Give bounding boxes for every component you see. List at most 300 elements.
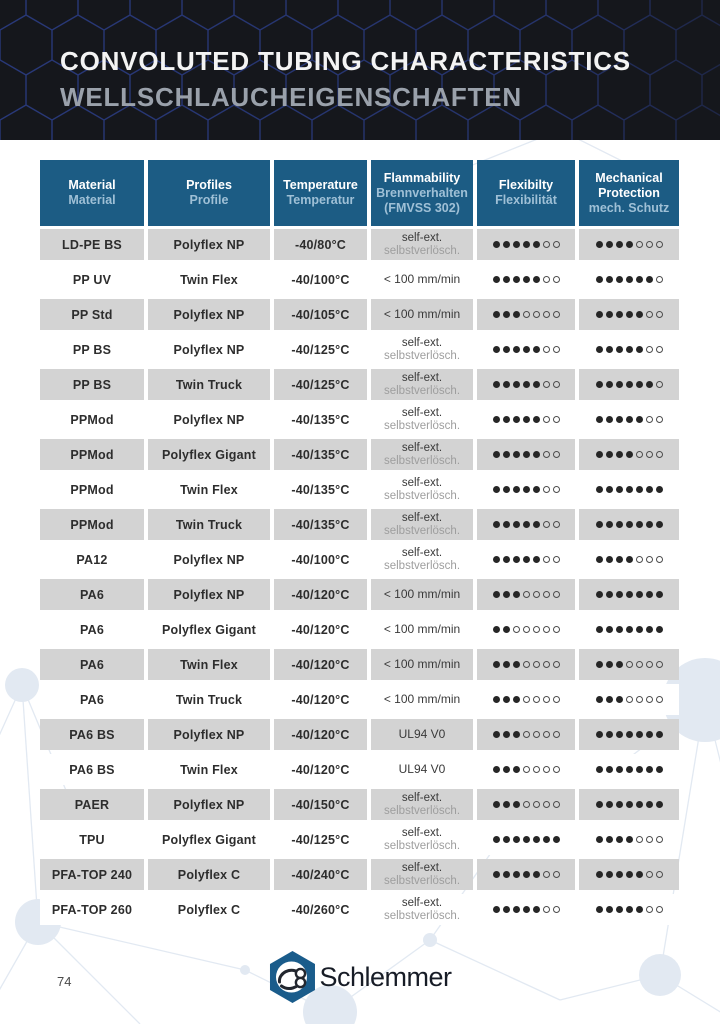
mechanical-protection-rating-cell [579, 474, 679, 505]
filled-dot-icon [656, 486, 663, 493]
mechanical-protection-rating-cell [579, 649, 679, 680]
empty-dot-icon [543, 381, 550, 388]
filled-dot-icon [493, 276, 500, 283]
flammability-cell [371, 579, 473, 610]
table-row [40, 299, 680, 330]
filled-dot-icon [596, 521, 603, 528]
flammability-value: < 100 mm/min [383, 692, 461, 707]
filled-dot-icon [606, 486, 613, 493]
filled-dot-icon [616, 696, 623, 703]
column-header-en: Material [68, 178, 116, 192]
filled-dot-icon [523, 871, 530, 878]
filled-dot-icon [503, 836, 510, 843]
filled-dot-icon [596, 591, 603, 598]
empty-dot-icon [646, 241, 653, 248]
flammability-de: selbstverlösch. [383, 804, 461, 817]
filled-dot-icon [636, 626, 643, 633]
table-header-row [40, 160, 680, 226]
empty-dot-icon [523, 591, 530, 598]
filled-dot-icon [493, 836, 500, 843]
temperature-cell: -40/150°C [274, 789, 367, 820]
filled-dot-icon [523, 836, 530, 843]
flammability-cell [371, 824, 473, 855]
filled-dot-icon [636, 521, 643, 528]
empty-dot-icon [656, 451, 663, 458]
empty-dot-icon [656, 416, 663, 423]
rating-dots [491, 626, 561, 633]
empty-dot-icon [553, 906, 560, 913]
column-header-flexibility [477, 160, 575, 226]
empty-dot-icon [523, 731, 530, 738]
rating-dots [594, 871, 664, 878]
rating-dots [491, 556, 561, 563]
filled-dot-icon [606, 416, 613, 423]
empty-dot-icon [533, 696, 540, 703]
temperature-cell: -40/125°C [274, 334, 367, 365]
flammability-en: self-ext. [401, 371, 443, 384]
empty-dot-icon [533, 766, 540, 773]
table-row [40, 754, 680, 785]
filled-dot-icon [616, 416, 623, 423]
rating-dots [594, 696, 664, 703]
table-row [40, 684, 680, 715]
empty-dot-icon [523, 626, 530, 633]
filled-dot-icon [513, 836, 520, 843]
empty-dot-icon [543, 766, 550, 773]
filled-dot-icon [646, 276, 653, 283]
filled-dot-icon [493, 696, 500, 703]
filled-dot-icon [513, 906, 520, 913]
rating-dots [491, 766, 561, 773]
mechanical-protection-rating-cell [579, 614, 679, 645]
material-cell: PPMod [40, 404, 144, 435]
column-header-en: Mechanical Protection [595, 170, 663, 200]
filled-dot-icon [626, 276, 633, 283]
profile-cell: Polyflex NP [148, 229, 270, 260]
filled-dot-icon [596, 416, 603, 423]
empty-dot-icon [543, 871, 550, 878]
rating-dots [594, 521, 664, 528]
flammability-de: selbstverlösch. [383, 874, 461, 887]
filled-dot-icon [626, 486, 633, 493]
schlemmer-logo-icon [268, 951, 316, 1003]
material-cell: PA6 [40, 684, 144, 715]
empty-dot-icon [636, 696, 643, 703]
material-cell: PA6 BS [40, 719, 144, 750]
filled-dot-icon [606, 871, 613, 878]
flammability-de: selbstverlösch. [383, 419, 461, 432]
filled-dot-icon [636, 346, 643, 353]
empty-dot-icon [543, 591, 550, 598]
flammability-value: UL94 V0 [398, 727, 446, 742]
filled-dot-icon [616, 801, 623, 808]
table-row [40, 824, 680, 855]
filled-dot-icon [626, 801, 633, 808]
filled-dot-icon [523, 416, 530, 423]
temperature-cell: -40/120°C [274, 614, 367, 645]
empty-dot-icon [636, 661, 643, 668]
table-row [40, 859, 680, 890]
table-row [40, 614, 680, 645]
filled-dot-icon [533, 346, 540, 353]
material-cell: PPMod [40, 439, 144, 470]
empty-dot-icon [656, 696, 663, 703]
mechanical-protection-rating-cell [579, 579, 679, 610]
profile-cell: Polyflex NP [148, 789, 270, 820]
profile-cell: Polyflex Gigant [148, 439, 270, 470]
material-cell: PA6 [40, 579, 144, 610]
flammability-cell [371, 334, 473, 365]
empty-dot-icon [523, 661, 530, 668]
material-cell: PP Std [40, 299, 144, 330]
filled-dot-icon [533, 241, 540, 248]
flexibility-rating-cell [477, 369, 575, 400]
filled-dot-icon [646, 486, 653, 493]
table-row [40, 579, 680, 610]
column-header-de: Brennverhalten [376, 185, 468, 200]
flexibility-rating-cell [477, 579, 575, 610]
temperature-cell: -40/135°C [274, 439, 367, 470]
flexibility-rating-cell [477, 824, 575, 855]
flammability-cell [371, 509, 473, 540]
empty-dot-icon [656, 346, 663, 353]
empty-dot-icon [543, 346, 550, 353]
temperature-cell: -40/120°C [274, 684, 367, 715]
material-cell: PA6 BS [40, 754, 144, 785]
flammability-de: selbstverlösch. [383, 489, 461, 502]
filled-dot-icon [493, 486, 500, 493]
empty-dot-icon [553, 801, 560, 808]
empty-dot-icon [543, 416, 550, 423]
column-header-en: Flexibilty [498, 178, 554, 192]
column-header-flammability [371, 160, 473, 226]
column-header-mechanical-protection [579, 160, 679, 226]
filled-dot-icon [493, 661, 500, 668]
filled-dot-icon [606, 801, 613, 808]
filled-dot-icon [513, 241, 520, 248]
filled-dot-icon [503, 311, 510, 318]
flexibility-rating-cell [477, 859, 575, 890]
filled-dot-icon [626, 871, 633, 878]
filled-dot-icon [493, 626, 500, 633]
empty-dot-icon [543, 731, 550, 738]
temperature-cell: -40/135°C [274, 404, 367, 435]
empty-dot-icon [553, 416, 560, 423]
empty-dot-icon [636, 556, 643, 563]
empty-dot-icon [523, 696, 530, 703]
rating-dots [594, 381, 664, 388]
empty-dot-icon [543, 906, 550, 913]
filled-dot-icon [656, 626, 663, 633]
filled-dot-icon [606, 556, 613, 563]
flammability-cell [371, 369, 473, 400]
mechanical-protection-rating-cell [579, 894, 679, 925]
filled-dot-icon [616, 276, 623, 283]
profile-cell: Polyflex Gigant [148, 824, 270, 855]
filled-dot-icon [626, 626, 633, 633]
filled-dot-icon [493, 556, 500, 563]
filled-dot-icon [596, 836, 603, 843]
column-header-en: Profiles [186, 178, 232, 192]
empty-dot-icon [543, 801, 550, 808]
rating-dots [594, 346, 664, 353]
filled-dot-icon [503, 766, 510, 773]
flammability-en: self-ext. [401, 861, 443, 874]
empty-dot-icon [543, 451, 550, 458]
column-header-de: Profile [189, 193, 229, 207]
flammability-de: selbstverlösch. [383, 349, 461, 362]
flammability-en: self-ext. [401, 336, 443, 349]
filled-dot-icon [636, 871, 643, 878]
empty-dot-icon [543, 276, 550, 283]
filled-dot-icon [596, 661, 603, 668]
temperature-cell: -40/100°C [274, 544, 367, 575]
rating-dots [491, 871, 561, 878]
empty-dot-icon [543, 241, 550, 248]
filled-dot-icon [513, 801, 520, 808]
temperature-cell: -40/105°C [274, 299, 367, 330]
flammability-value: UL94 V0 [398, 762, 446, 777]
filled-dot-icon [493, 591, 500, 598]
filled-dot-icon [503, 486, 510, 493]
filled-dot-icon [606, 276, 613, 283]
profile-cell: Polyflex NP [148, 579, 270, 610]
filled-dot-icon [533, 451, 540, 458]
flexibility-rating-cell [477, 544, 575, 575]
filled-dot-icon [513, 871, 520, 878]
filled-dot-icon [636, 276, 643, 283]
filled-dot-icon [656, 766, 663, 773]
flammability-cell [371, 439, 473, 470]
filled-dot-icon [596, 906, 603, 913]
rating-dots [491, 416, 561, 423]
flammability-cell [371, 719, 473, 750]
material-cell: PP UV [40, 264, 144, 295]
flammability-value: < 100 mm/min [383, 272, 461, 287]
empty-dot-icon [646, 311, 653, 318]
profile-cell: Polyflex NP [148, 544, 270, 575]
rating-dots [491, 906, 561, 913]
filled-dot-icon [626, 766, 633, 773]
empty-dot-icon [523, 801, 530, 808]
filled-dot-icon [533, 486, 540, 493]
filled-dot-icon [596, 241, 603, 248]
flexibility-rating-cell [477, 474, 575, 505]
filled-dot-icon [523, 276, 530, 283]
rating-dots [594, 276, 664, 283]
flammability-en: self-ext. [401, 511, 443, 524]
flammability-value: < 100 mm/min [383, 657, 461, 672]
filled-dot-icon [523, 381, 530, 388]
filled-dot-icon [513, 556, 520, 563]
filled-dot-icon [493, 801, 500, 808]
rating-dots [491, 276, 561, 283]
filled-dot-icon [596, 381, 603, 388]
filled-dot-icon [493, 451, 500, 458]
filled-dot-icon [616, 556, 623, 563]
column-header-de: Temperatur [286, 193, 355, 207]
empty-dot-icon [523, 766, 530, 773]
filled-dot-icon [503, 871, 510, 878]
filled-dot-icon [646, 766, 653, 773]
empty-dot-icon [626, 661, 633, 668]
filled-dot-icon [513, 381, 520, 388]
rating-dots [491, 731, 561, 738]
filled-dot-icon [503, 731, 510, 738]
flammability-cell [371, 684, 473, 715]
filled-dot-icon [493, 241, 500, 248]
empty-dot-icon [533, 591, 540, 598]
empty-dot-icon [553, 486, 560, 493]
mechanical-protection-rating-cell [579, 684, 679, 715]
empty-dot-icon [656, 836, 663, 843]
filled-dot-icon [513, 486, 520, 493]
characteristics-table [40, 160, 680, 929]
flexibility-rating-cell [477, 684, 575, 715]
empty-dot-icon [553, 591, 560, 598]
filled-dot-icon [656, 521, 663, 528]
flammability-cell [371, 264, 473, 295]
empty-dot-icon [646, 661, 653, 668]
table-row [40, 894, 680, 925]
filled-dot-icon [616, 661, 623, 668]
material-cell: PPMod [40, 474, 144, 505]
material-cell: PA6 [40, 614, 144, 645]
material-cell: LD-PE BS [40, 229, 144, 260]
column-header-en: Temperature [283, 178, 358, 192]
page-subtitle: WELLSCHLAUCHEIGENSCHAFTEN [60, 82, 522, 112]
filled-dot-icon [513, 696, 520, 703]
filled-dot-icon [533, 381, 540, 388]
rating-dots [491, 521, 561, 528]
empty-dot-icon [646, 346, 653, 353]
table-row [40, 509, 680, 540]
filled-dot-icon [596, 311, 603, 318]
column-header-de: Material [68, 193, 116, 207]
mechanical-protection-rating-cell [579, 299, 679, 330]
temperature-cell: -40/80°C [274, 229, 367, 260]
filled-dot-icon [513, 591, 520, 598]
filled-dot-icon [493, 766, 500, 773]
filled-dot-icon [513, 311, 520, 318]
flexibility-rating-cell [477, 509, 575, 540]
column-header-temperature [274, 160, 367, 226]
temperature-cell: -40/120°C [274, 579, 367, 610]
schlemmer-logo-text: Schlemmer [319, 961, 452, 992]
empty-dot-icon [553, 241, 560, 248]
filled-dot-icon [656, 591, 663, 598]
rating-dots [594, 731, 664, 738]
flexibility-rating-cell [477, 894, 575, 925]
rating-dots [491, 311, 561, 318]
temperature-cell: -40/100°C [274, 264, 367, 295]
flammability-de: selbstverlösch. [383, 559, 461, 572]
profile-cell: Twin Flex [148, 264, 270, 295]
empty-dot-icon [636, 451, 643, 458]
flexibility-rating-cell [477, 439, 575, 470]
column-header-de: Flexibilität [495, 193, 557, 207]
material-cell: PP BS [40, 369, 144, 400]
filled-dot-icon [636, 731, 643, 738]
mechanical-protection-rating-cell [579, 229, 679, 260]
flammability-en: self-ext. [401, 546, 443, 559]
mechanical-protection-rating-cell [579, 824, 679, 855]
flexibility-rating-cell [477, 614, 575, 645]
filled-dot-icon [493, 906, 500, 913]
empty-dot-icon [553, 766, 560, 773]
filled-dot-icon [656, 801, 663, 808]
empty-dot-icon [543, 521, 550, 528]
flammability-value: < 100 mm/min [383, 622, 461, 637]
empty-dot-icon [553, 556, 560, 563]
flammability-de: selbstverlösch. [383, 909, 461, 922]
rating-dots [594, 906, 664, 913]
mechanical-protection-rating-cell [579, 404, 679, 435]
flexibility-rating-cell [477, 229, 575, 260]
flexibility-rating-cell [477, 334, 575, 365]
filled-dot-icon [646, 381, 653, 388]
temperature-cell: -40/135°C [274, 474, 367, 505]
filled-dot-icon [523, 451, 530, 458]
profile-cell: Polyflex NP [148, 334, 270, 365]
mechanical-protection-rating-cell [579, 719, 679, 750]
filled-dot-icon [503, 661, 510, 668]
filled-dot-icon [503, 591, 510, 598]
empty-dot-icon [543, 696, 550, 703]
flammability-en: self-ext. [401, 896, 443, 909]
material-cell: PFA-TOP 260 [40, 894, 144, 925]
empty-dot-icon [636, 241, 643, 248]
empty-dot-icon [656, 871, 663, 878]
filled-dot-icon [616, 626, 623, 633]
rating-dots [491, 661, 561, 668]
material-cell: PPMod [40, 509, 144, 540]
filled-dot-icon [606, 521, 613, 528]
table-row [40, 649, 680, 680]
empty-dot-icon [656, 311, 663, 318]
page-title: CONVOLUTED TUBING CHARACTERISTICS [60, 46, 631, 76]
filled-dot-icon [596, 626, 603, 633]
filled-dot-icon [503, 346, 510, 353]
temperature-cell: -40/135°C [274, 509, 367, 540]
empty-dot-icon [523, 311, 530, 318]
flammability-cell [371, 789, 473, 820]
rating-dots [491, 836, 561, 843]
table-row [40, 264, 680, 295]
filled-dot-icon [523, 241, 530, 248]
empty-dot-icon [553, 661, 560, 668]
filled-dot-icon [606, 906, 613, 913]
temperature-cell: -40/120°C [274, 754, 367, 785]
filled-dot-icon [616, 766, 623, 773]
filled-dot-icon [626, 731, 633, 738]
empty-dot-icon [553, 521, 560, 528]
filled-dot-icon [606, 836, 613, 843]
column-header-de2: (FMVSS 302) [384, 200, 460, 215]
table-row [40, 439, 680, 470]
filled-dot-icon [646, 591, 653, 598]
filled-dot-icon [596, 766, 603, 773]
flexibility-rating-cell [477, 789, 575, 820]
filled-dot-icon [606, 626, 613, 633]
empty-dot-icon [656, 381, 663, 388]
filled-dot-icon [606, 381, 613, 388]
empty-dot-icon [646, 696, 653, 703]
flammability-cell [371, 229, 473, 260]
filled-dot-icon [616, 731, 623, 738]
mechanical-protection-rating-cell [579, 264, 679, 295]
filled-dot-icon [513, 661, 520, 668]
